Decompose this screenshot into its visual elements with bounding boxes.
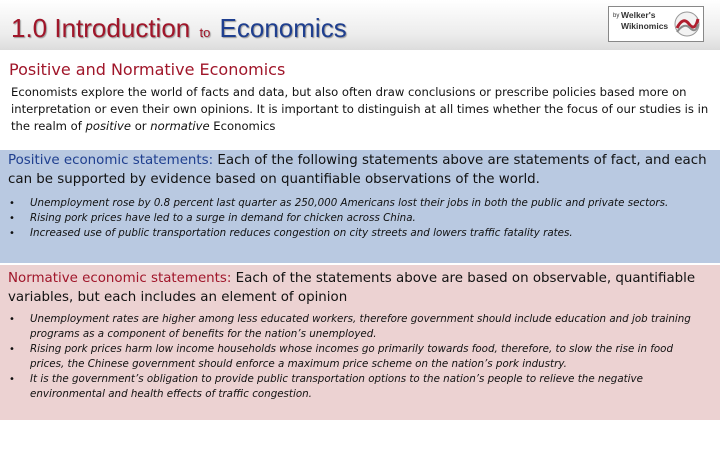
wikinomics-logo-icon	[673, 10, 701, 38]
section-subtitle: Positive and Normative Economics	[9, 60, 286, 79]
intro-em-positive: positive	[85, 119, 132, 133]
title-connector: to	[199, 25, 211, 40]
intro-text-middle: or	[131, 119, 151, 133]
list-item-text: Rising pork prices harm low income households whose incomes go primarily towards food, therefore, to slow the rise in food prices, the Chinese government should enforce a maximum price scheme on the nation’s pork industry.	[30, 343, 674, 370]
logo-name	[621, 10, 668, 32]
bullet-icon: •	[9, 314, 15, 325]
list-item-text: It is the government’s obligation to provide public transportation options to the nation’s people to relieve the negative environmental and health effects of traffic congestion.	[30, 373, 643, 400]
list-item-text: Rising pork prices have led to a surge in demand for chicken across China.	[30, 212, 416, 224]
list-item-text: Unemployment rose by 0.8 percent last quarter as 250,000 Americans lost their jobs in both the public and private sectors.	[30, 197, 669, 209]
slide-title	[11, 13, 347, 44]
positive-statements-box	[0, 150, 720, 263]
title-part1: 1.0 Introduction	[11, 13, 191, 43]
normative-text: Each of the statements above are based on observable, quantifiable variables, but each includes an element of opinion	[8, 271, 696, 305]
list-item	[0, 226, 710, 241]
title-part2: Economics	[219, 13, 347, 43]
positive-lead	[8, 151, 714, 189]
wikinomics-logo	[608, 6, 704, 42]
bullet-icon: •	[9, 213, 15, 224]
normative-label: Normative economic statements:	[8, 271, 232, 286]
header-bar	[0, 0, 720, 50]
positive-list	[0, 196, 720, 241]
intro-text-before: Economists explore the world of facts and data, but also often draw conclusions or prescribe policies based more on interpretation or even their own opinions. It is important to distinguish at all times whether the focus of our studies is in the realm of	[11, 85, 709, 133]
list-item-text: Increased use of public transportation reduces congestion on city streets and lowers traffic fatality rates.	[30, 227, 573, 239]
positive-text: Each of the following statements above are statements of fact, and each can be supported by evidence based on quantifiable observations of the world.	[8, 153, 707, 187]
bullet-icon: •	[9, 374, 15, 385]
list-item	[0, 342, 710, 372]
intro-em-normative: normative	[150, 119, 210, 133]
normative-lead	[8, 269, 714, 307]
intro-paragraph	[11, 84, 711, 135]
list-item	[0, 211, 710, 226]
list-item	[0, 312, 710, 342]
bullet-icon: •	[9, 344, 15, 355]
positive-label: Positive economic statements:	[8, 153, 214, 168]
list-item	[0, 196, 710, 211]
bullet-icon: •	[9, 198, 15, 209]
bullet-icon: •	[9, 228, 15, 239]
normative-list	[0, 312, 720, 402]
list-item	[0, 372, 710, 402]
logo-line2: Wikinomics	[621, 21, 669, 31]
logo-line1: Welker's	[621, 10, 656, 20]
intro-text-after: Economics	[209, 119, 276, 133]
list-item-text: Unemployment rates are higher among less educated workers, therefore government should include education and job training programs as a component of benefits for the nation’s unemployed.	[30, 313, 691, 340]
normative-statements-box	[0, 265, 720, 420]
logo-by-text: by	[613, 13, 620, 19]
